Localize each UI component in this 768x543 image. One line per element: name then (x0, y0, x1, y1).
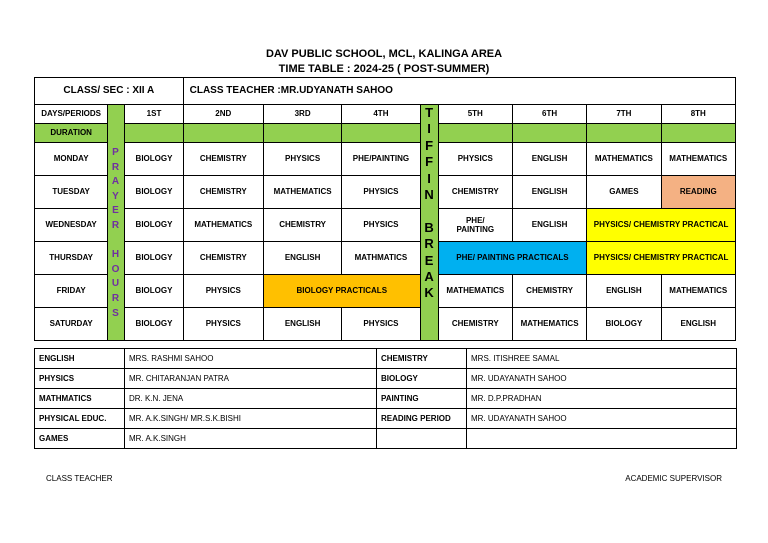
subject-cell: MATHEMATICS (438, 275, 512, 308)
period-2-header: 2ND (183, 105, 263, 124)
subject-cell: BIOLOGY (125, 209, 183, 242)
reading-cell: READING (661, 176, 735, 209)
period-5-header: 5TH (438, 105, 512, 124)
subject-cell: MATHEMATICS (661, 143, 735, 176)
prayer-letter: R (111, 219, 120, 231)
tiffin-letter: A (424, 269, 434, 285)
practical-cell: PHYSICS/ CHEMISTRY PRACTICAL (587, 209, 736, 242)
prayer-hours-letters (107, 146, 124, 321)
faculty-teacher: DR. K.N. JENA (125, 389, 377, 409)
tiffin-letter: F (425, 154, 434, 170)
faculty-teacher: MR. CHITARANJAN PATRA (125, 369, 377, 389)
faculty-table (34, 348, 737, 449)
faculty-teacher (467, 429, 737, 449)
faculty-subject: GAMES (35, 429, 125, 449)
duration-cell (438, 124, 512, 143)
tiffin-letter: N (424, 187, 434, 203)
subject-cell: BIOLOGY (125, 275, 183, 308)
faculty-teacher: MR. UDAYANATH SAHOO (467, 369, 737, 389)
faculty-teacher: MR. A.K.SINGH (125, 429, 377, 449)
day-name: WEDNESDAY (35, 209, 108, 242)
school-name: DAV PUBLIC SCHOOL, MCL, KALINGA AREA (265, 48, 503, 60)
row-saturday (35, 308, 736, 341)
practical-cell: BIOLOGY PRACTICALS (263, 275, 420, 308)
subject-cell: CHEMISTRY (438, 308, 512, 341)
prayer-letter: O (111, 263, 120, 275)
faculty-row (35, 409, 737, 429)
duration-cell (183, 124, 263, 143)
subject-cell: BIOLOGY (125, 308, 183, 341)
period-6-header: 6TH (512, 105, 586, 124)
faculty-row (35, 369, 737, 389)
period-3-header: 3RD (263, 105, 341, 124)
row-monday (35, 143, 736, 176)
subject-cell: ENGLISH (512, 176, 586, 209)
academic-supervisor-signature-label: ACADEMIC SUPERVISOR (625, 474, 722, 483)
prayer-letter: R (111, 161, 120, 173)
subject-cell: ENGLISH (512, 143, 586, 176)
period-7-header: 7TH (587, 105, 661, 124)
row-thursday (35, 242, 736, 275)
subject-cell: CHEMISTRY (183, 176, 263, 209)
faculty-subject: ENGLISH (35, 349, 125, 369)
practical-cell: PHYSICS/ CHEMISTRY PRACTICAL (587, 242, 736, 275)
faculty-subject: PHYSICS (35, 369, 125, 389)
faculty-teacher: MR. A.K.SINGH/ MR.S.K.BISHI (125, 409, 377, 429)
subject-cell: CHEMISTRY (512, 275, 586, 308)
subject-cell: ENGLISH (661, 308, 735, 341)
tiffin-letter: K (424, 285, 434, 301)
subject-cell: MATHEMATICS (183, 209, 263, 242)
prayer-letter: P (112, 147, 119, 158)
subject-cell: MATHEMATICS (263, 176, 341, 209)
subject-cell: MATHMATICS (342, 242, 420, 275)
faculty-row (35, 349, 737, 369)
tiffin-letter: F (425, 137, 434, 153)
subject-cell: MATHEMATICS (512, 308, 586, 341)
subject-cell: CHEMISTRY (183, 143, 263, 176)
subject-cell (438, 209, 512, 242)
row-tuesday (35, 176, 736, 209)
row-wednesday (35, 209, 736, 242)
faculty-subject: PHYSICAL EDUC. (35, 409, 125, 429)
class-teacher-signature-label: CLASS TEACHER (46, 474, 113, 483)
subject-cell: PHYSICS (263, 143, 341, 176)
tiffin-letter: R (424, 236, 434, 252)
duration-label: DURATION (35, 124, 108, 143)
duration-cell (342, 124, 420, 143)
subject-cell: BIOLOGY (125, 242, 183, 275)
subject-cell: MATHEMATICS (587, 143, 661, 176)
tiffin-letter: T (425, 105, 434, 120)
subject-cell: GAMES (587, 176, 661, 209)
subject-cell: PHYSICS (183, 308, 263, 341)
subject-cell: CHEMISTRY (438, 176, 512, 209)
subject-line: PHE/ (465, 215, 485, 225)
duration-cell (512, 124, 586, 143)
subject-cell: BIOLOGY (125, 143, 183, 176)
row-friday (35, 275, 736, 308)
faculty-subject: CHEMISTRY (377, 349, 467, 369)
prayer-letter: R (111, 292, 120, 304)
subject-cell: PHYSICS (183, 275, 263, 308)
tiffin-letter: B (424, 219, 434, 235)
tiffin-letter: I (427, 121, 431, 137)
faculty-row (35, 389, 737, 409)
class-teacher: CLASS TEACHER :MR.UDYANATH SAHOO (183, 78, 735, 105)
faculty-teacher: MR. D.P.PRADHAN (467, 389, 737, 409)
duration-cell (263, 124, 341, 143)
faculty-teacher: MRS. RASHMI SAHOO (125, 349, 377, 369)
faculty-subject: PAINTING (377, 389, 467, 409)
subject-cell: BIOLOGY (587, 308, 661, 341)
period-1-header: 1ST (125, 105, 183, 124)
subject-cell: PHYSICS (342, 209, 420, 242)
faculty-row (35, 429, 737, 449)
subject-cell: PHYSICS (438, 143, 512, 176)
prayer-letter: A (111, 176, 120, 188)
tiffin-letter: I (427, 170, 431, 186)
subject-cell: PHYSICS (342, 176, 420, 209)
subject-cell: ENGLISH (587, 275, 661, 308)
practical-cell: PHE/ PAINTING PRACTICALS (438, 242, 587, 275)
subject-cell: MATHEMATICS (661, 275, 735, 308)
tiffin-break-column (420, 105, 438, 341)
day-name: MONDAY (35, 143, 108, 176)
days-periods-label: DAYS/PERIODS (35, 105, 108, 124)
prayer-letter: U (111, 278, 120, 290)
day-name: TUESDAY (35, 176, 108, 209)
subject-cell: BIOLOGY (125, 176, 183, 209)
timetable-title: TIME TABLE : 2024-25 ( POST-SUMMER) (278, 63, 490, 75)
tiffin-letter: E (424, 252, 434, 268)
faculty-subject: READING PERIOD (377, 409, 467, 429)
subject-line: PAINTING (456, 225, 495, 234)
subject-cell: ENGLISH (263, 242, 341, 275)
day-name: SATURDAY (35, 308, 108, 341)
subject-cell: CHEMISTRY (263, 209, 341, 242)
duration-cell (587, 124, 661, 143)
day-name: FRIDAY (35, 275, 108, 308)
prayer-letter: H (111, 249, 120, 261)
class-section: CLASS/ SEC : XII A (35, 78, 184, 105)
tiffin-gap (421, 203, 438, 219)
subject-cell: PHE/PAINTING (342, 143, 420, 176)
faculty-subject (377, 429, 467, 449)
prayer-gap (107, 234, 124, 249)
faculty-teacher: MRS. ITISHREE SAMAL (467, 349, 737, 369)
subject-cell: ENGLISH (263, 308, 341, 341)
day-name: THURSDAY (35, 242, 108, 275)
duration-cell (661, 124, 735, 143)
prayer-letter: E (112, 205, 119, 217)
faculty-subject: BIOLOGY (377, 369, 467, 389)
prayer-letter: S (112, 307, 119, 319)
subject-cell: PHYSICS (342, 308, 420, 341)
prayer-letter: Y (112, 190, 119, 202)
subject-cell: ENGLISH (512, 209, 586, 242)
subject-cell: CHEMISTRY (183, 242, 263, 275)
period-4-header: 4TH (342, 105, 420, 124)
duration-cell (125, 124, 183, 143)
period-8-header: 8TH (661, 105, 735, 124)
faculty-teacher: MR. UDAYANATH SAHOO (467, 409, 737, 429)
faculty-subject: MATHMATICS (35, 389, 125, 409)
timetable-grid (34, 77, 736, 341)
